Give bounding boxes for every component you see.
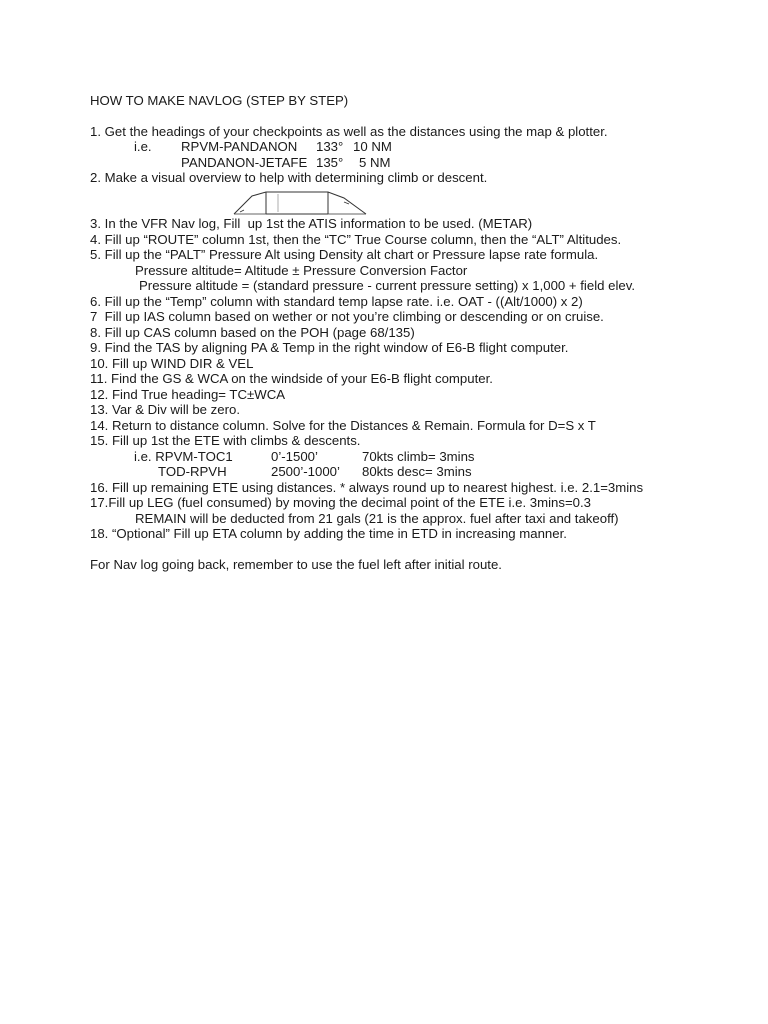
example-route: PANDANON-JETAFE: [181, 155, 308, 170]
example-altitude: 2500’-1000’: [271, 464, 340, 479]
step-15: 15. Fill up 1st the ETE with climbs & descents.: [90, 433, 361, 448]
step-11: 11. Find the GS & WCA on the windside of your E6-B flight computer.: [90, 371, 493, 386]
step-14: 14. Return to distance column. Solve for the Distances & Remain. Formula for D=S x T: [90, 418, 596, 433]
step-16: 16. Fill up remaining ETE using distances. * always round up to nearest highest. i.e. 2.1=3mins: [90, 480, 644, 495]
step-6: 6. Fill up the “Temp” column with standard temp lapse rate. i.e. OAT - ((Alt/1000) x 2): [90, 294, 583, 309]
step-10: 10. Fill up WIND DIR & VEL: [90, 356, 254, 371]
example-route: TOD-RPVH: [158, 464, 227, 479]
example-distance: 5 NM: [359, 155, 391, 170]
step-3: 3. In the VFR Nav log, Fill up 1st the ATIS information to be used. (METAR): [90, 216, 533, 231]
step-1: 1. Get the headings of your checkpoints as well as the distances using the map & plotter.: [90, 124, 608, 139]
example-heading: 133°: [316, 139, 344, 154]
step-2: 2. Make a visual overview to help with determining climb or descent.: [90, 170, 488, 185]
example-calc: 80kts desc= 3mins: [362, 464, 472, 479]
example-distance: 10 NM: [353, 139, 392, 154]
example-label: i.e.: [134, 139, 152, 154]
step-9: 9. Find the TAS by aligning PA & Temp in the right window of E6-B flight computer.: [90, 340, 569, 355]
document-title: HOW TO MAKE NAVLOG (STEP BY STEP): [90, 93, 349, 108]
step-17-note: REMAIN will be deducted from 21 gals (21 is the approx. fuel after taxi and takeoff): [135, 511, 619, 526]
step-4: 4. Fill up “ROUTE” column 1st, then the “TC” True Course column, then the “ALT” Altitudes.: [90, 232, 622, 247]
step-13: 13. Var & Div will be zero.: [90, 402, 241, 417]
step-8: 8. Fill up CAS column based on the POH (page 68/135): [90, 325, 415, 340]
step-5: 5. Fill up the “PALT” Pressure Alt using Density alt chart or Pressure lapse rate formula.: [90, 247, 599, 262]
example-route: i.e. RPVM-TOC1: [134, 449, 233, 464]
step-18: 18. “Optional” Fill up ETA column by adding the time in ETD in increasing manner.: [90, 526, 567, 541]
step-12: 12. Find True heading= TC±WCA: [90, 387, 286, 402]
step-17: 17.Fill up LEG (fuel consumed) by moving the decimal point of the ETE i.e. 3mins=0.3: [90, 495, 592, 510]
example-route: RPVM-PANDANON: [181, 139, 298, 154]
step-5-formula-2: Pressure altitude = (standard pressure - current pressure setting) x 1,000 + field elev.: [139, 278, 635, 293]
footer-note: For Nav log going back, remember to use the fuel left after initial route.: [90, 557, 502, 572]
step-7: 7 Fill up IAS column based on wether or not you’re climbing or descending or on cruise.: [90, 309, 604, 324]
example-altitude: 0’-1500’: [271, 449, 318, 464]
example-heading: 135°: [316, 155, 344, 170]
example-calc: 70kts climb= 3mins: [362, 449, 475, 464]
step-5-formula-1: Pressure altitude= Altitude ± Pressure Conversion Factor: [135, 263, 468, 278]
flight-profile-sketch: [232, 190, 370, 216]
